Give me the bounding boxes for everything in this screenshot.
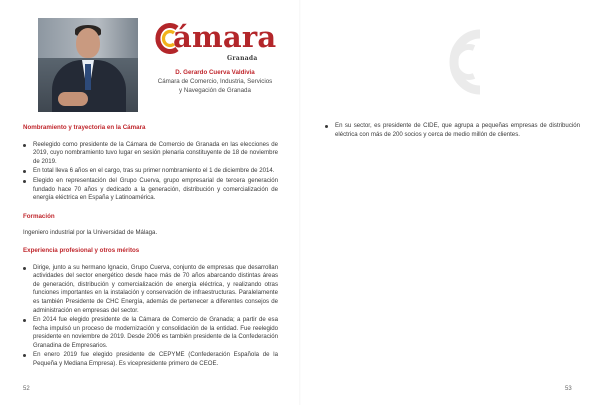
section-title-education: Formación — [23, 212, 55, 220]
section-title-appointment: Nombramiento y trayectoria en la Cámara — [23, 124, 146, 131]
person-role-line2: y Navegación de Granada — [179, 87, 251, 94]
list-item: En enero 2019 fue elegido presidente de CEPYME (Confederación Española de la Pequeña y Mediana Empresa). Es vicepresidente primero de CEOE. — [23, 351, 278, 368]
list-item: Dirige, junto a su hermano Ignacio, Grupo Cuerva, conjunto de empresas que desarrollan actividades del sector energético desde hace más de 70 años abarcando distintas áreas de generación, distribución y comercialización de energía eléctrica, y realizando otras funciones importantes en la instalación y conservación de infraestructuras. Paralelamente es también Presidente de CHC Energía, además de pertenecer a diferentes consejos de administración en empresas del sector. — [23, 264, 278, 316]
person-name: D. Gerardo Cuerva Valdivia — [175, 69, 255, 76]
list-item: Reelegido como presidente de la Cámara de Comercio de Granada en las elecciones de 2019, cuyo nombramiento tuvo lugar en sesión plenaria constituyente de 18 de noviembre de 2019. — [23, 141, 278, 167]
portrait-photo — [38, 18, 138, 112]
section-title-experience: Experiencia profesional y otros méritos — [23, 246, 140, 254]
experience-list-continued — [325, 122, 580, 139]
left-content — [23, 124, 278, 370]
list-item: En total lleva 6 años en el cargo, tras su primer nombramiento el 1 de diciembre de 2014. — [23, 167, 278, 176]
appointment-list — [23, 141, 278, 203]
education-text: Ingeniero industrial por la Universidad de Málaga. — [23, 229, 158, 237]
logo-subtitle: Granada — [227, 55, 258, 62]
camara-watermark-icon — [434, 22, 492, 102]
camara-logo — [155, 20, 277, 60]
right-content — [325, 122, 580, 140]
right-page — [300, 0, 600, 405]
list-item: En 2014 fue elegido presidente de la Cámara de Comercio de Granada; a partir de esa fecha impulsó un proceso de modernización y consolidación de la entidad. Fue reelegido presidente en noviembre de 2019. Desde 2006 es también presidente de la Confederación Granadina de Empresarios. — [23, 316, 278, 350]
page-number-right: 53 — [565, 386, 572, 392]
list-item: Elegido en representación del Grupo Cuerva, grupo empresarial de tercera generación fundado hace 70 años y dedicado a la generación, distribución y comercialización de energía eléctrica en España y Latinoamérica. — [23, 177, 278, 203]
page-number-left: 52 — [23, 386, 30, 392]
logo-wordmark: ámara — [173, 20, 277, 54]
person-caption — [150, 68, 280, 95]
person-role-line1: Cámara de Comercio, Industria, Servicios — [157, 78, 273, 85]
experience-list — [23, 264, 278, 369]
list-item: En su sector, es presidente de CIDE, que agrupa a pequeñas empresas de distribución eléctrica con más de 200 socios y cerca de medio millón de clientes. — [325, 122, 580, 139]
